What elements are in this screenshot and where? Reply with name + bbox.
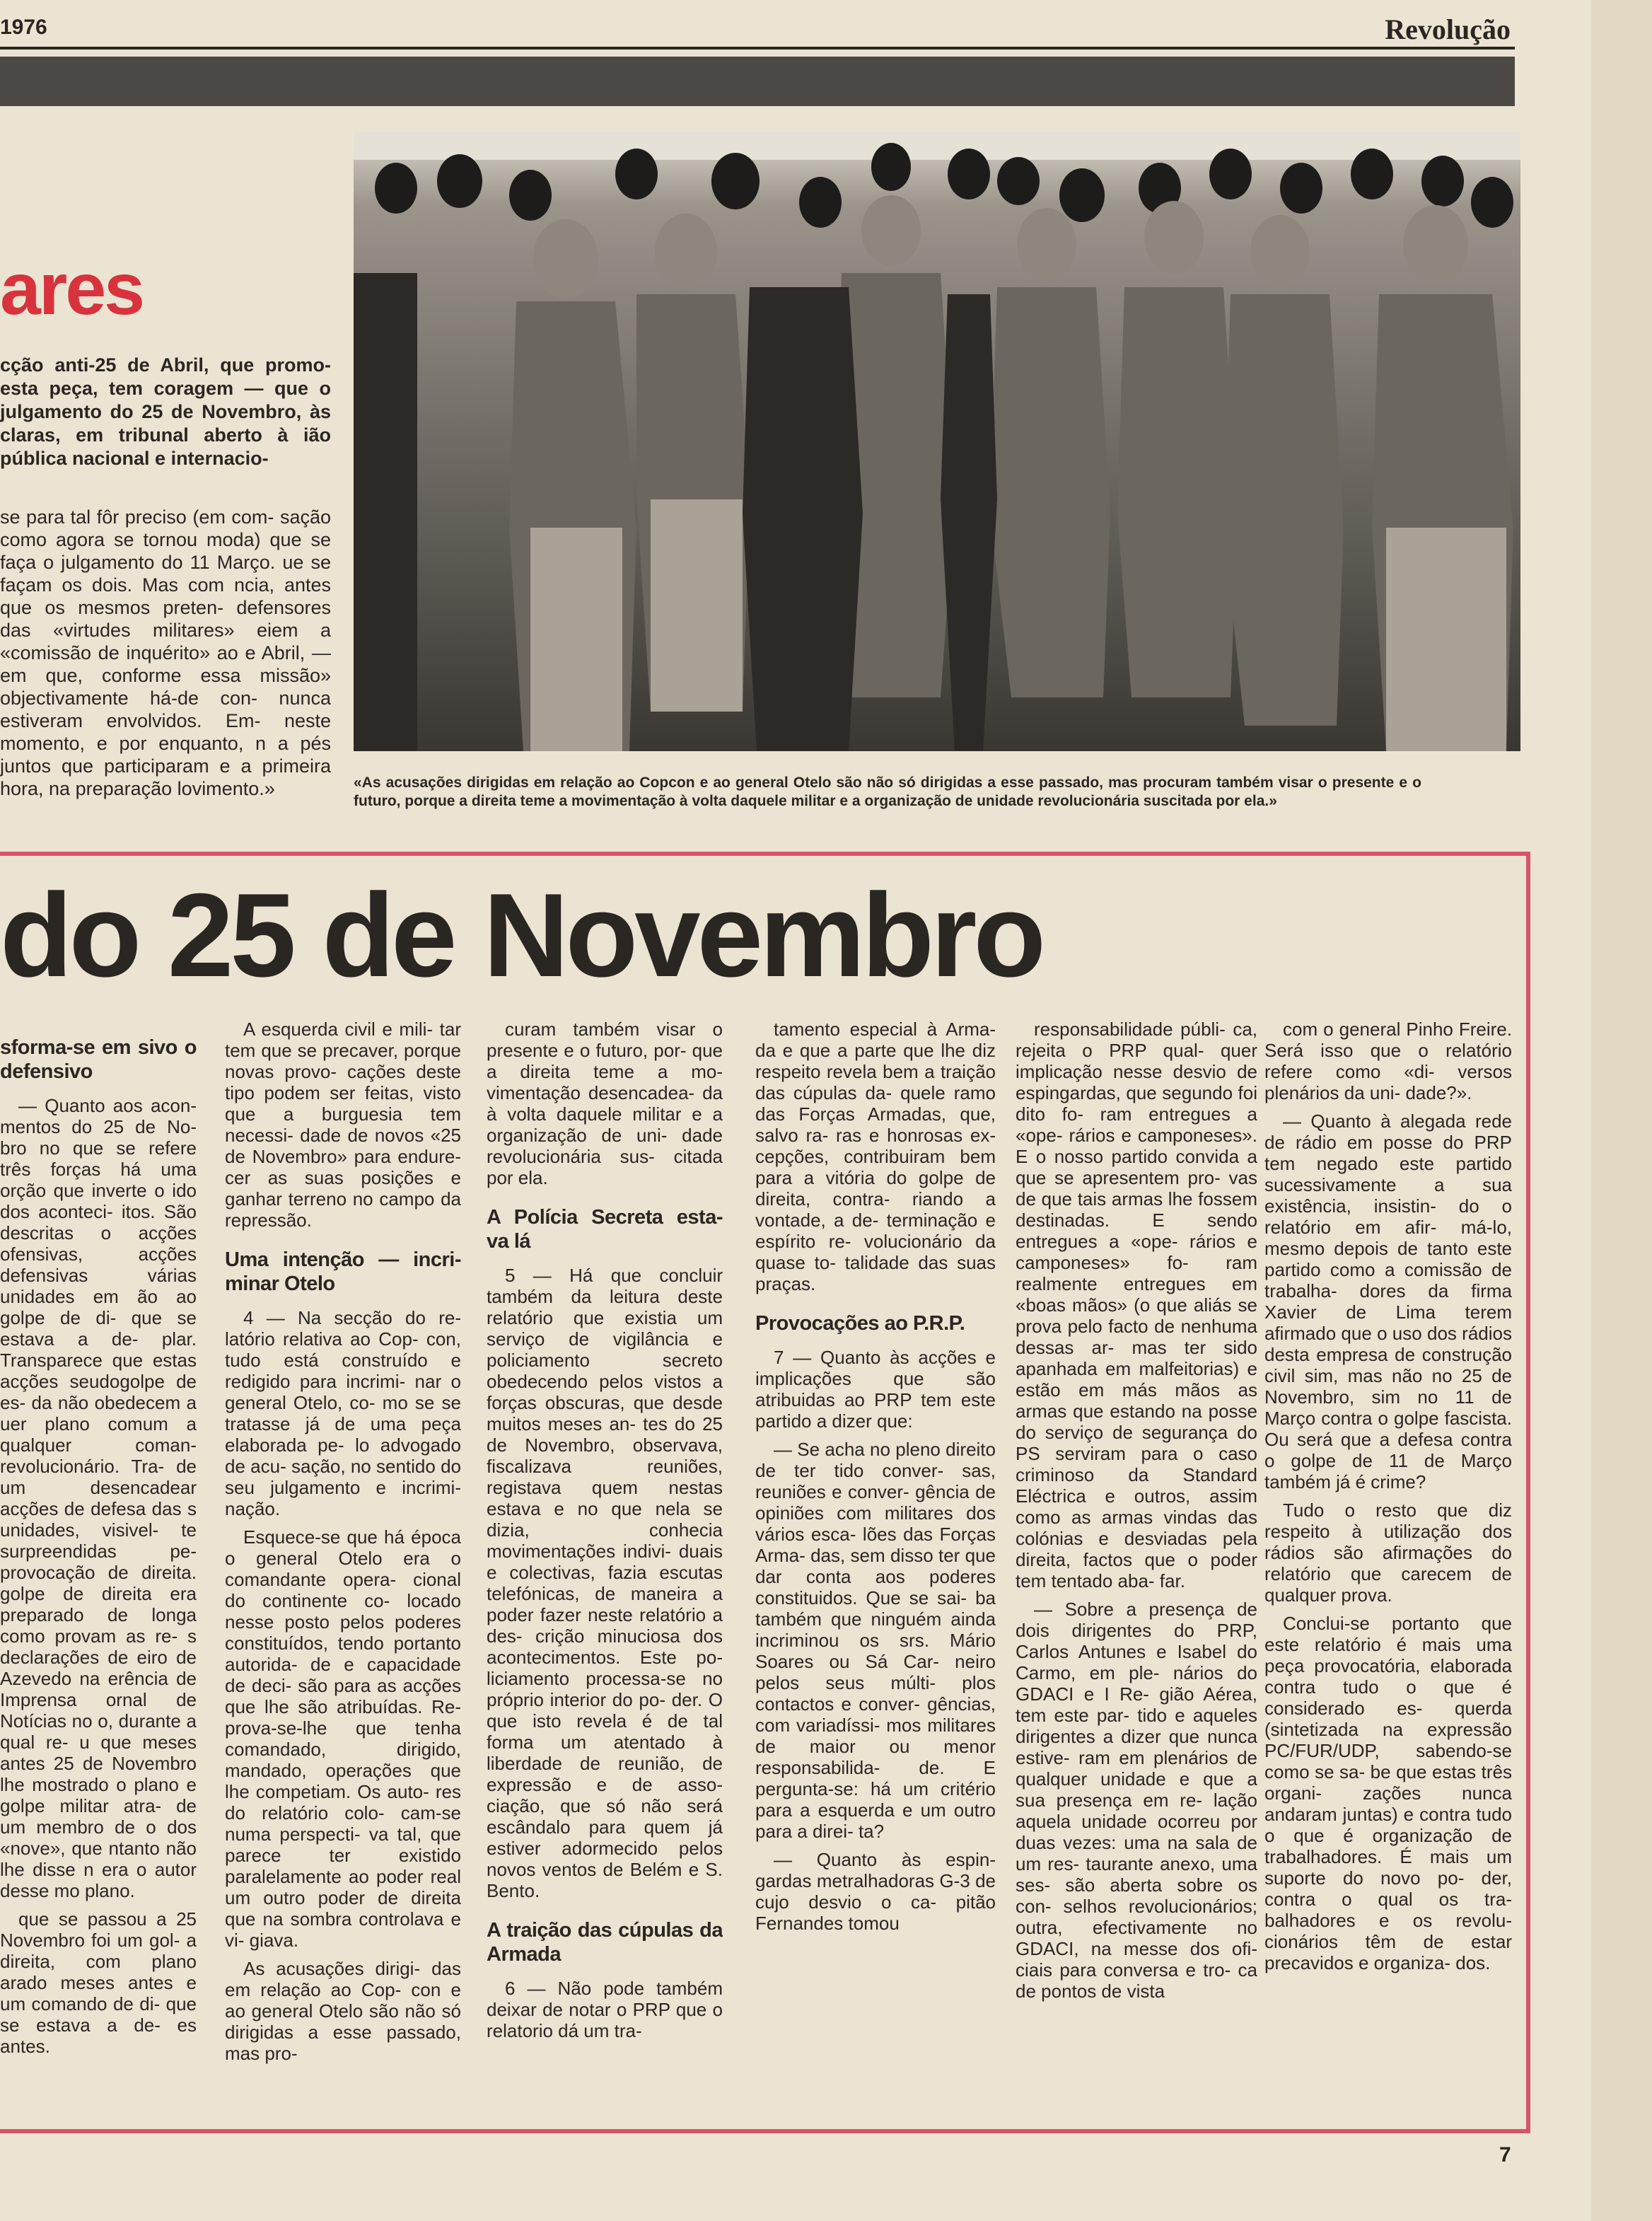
paragraph: Esquece-se que há época o general Otelo era o comandante opera- cional do continente co- locado nesse posto pelos poderes constituídos, tendo portanto autorida- de e capacidade de deci- são para as acções que lhe são atribuídas. Re- prova-se-lhe que tenha comandado, dirigido, mandado, operações que lhe competiam. Os auto- res do relatório colo- cam-se numa perspecti- va tal, que parece ter existido paralelamente ao poder real um outro poder de direita que na sombra controlava e vi- giava. (225, 1526, 461, 1951)
publication-name: Revolução (1385, 13, 1511, 45)
paragraph: — Quanto às espin- gardas metralhadoras G-3 de cujo desvio o ca- pitão Fernandes tomou (755, 1849, 996, 1934)
paragraph: Conclui-se portanto que este relatório é mais uma peça provocatória, elaborada contra tudo o que é considerado es- querda (sintetizada na expressão PC/FUR/UDP, sabendo-se como se sa- be que estas três organi- zações nunca andaram juntas) e contra tudo o que é organização de trabalhadores. É mais um suporte do novo po- der, contra o qual os tra- balhadores e os revolu- cionários têm de estar precavidos e organiza- dos. (1264, 1613, 1512, 1973)
subheading: Uma intenção — incri- minar Otelo (225, 1248, 461, 1295)
paragraph: — Se acha no pleno direito de ter tido conver- sas, reuniões e conver- gência de opiniões com militares dos vários esca- lões das Forças Arma- das, sem disso ter que dar conta aos poderes constituidos. Que se sai- ba também que ninguém ainda incriminou os srs. Mário Soares ou Sá Car- neiro pelos seus múlti- plos contactos e conver- gências, com variadíssi- mos militares de maior ou menor responsabilida- de. E pergunta-se: há um critério para a esquerda e um outro para a direi- ta? (755, 1439, 996, 1842)
paragraph: A esquerda civil e mili- tar tem que se precaver, porque novas provo- cações deste tipo podem ser feitas, visto que a burguesia tem necessi- dade de novos «25 de Novembro» para endure- cer as suas posições e ganhar terreno no campo da repressão. (225, 1019, 461, 1231)
article-column-6 (1264, 1019, 1512, 2122)
paragraph: 6 — Não pode também deixar de notar o PRP que o relatorio dá um tra- (487, 1978, 723, 2041)
article-column-5 (1016, 1019, 1257, 2122)
red-frame-bottom (0, 2129, 1530, 2133)
photo-caption: «As acusações dirigidas em relação ao Copcon e ao general Otelo são não só dirigidas a esse passado, mas procuram também visar o presente e o futuro, porque a direita teme a movimentação à volta daquele militar e a organização de unidade revolucionária suscitada por ela.» (354, 775, 1421, 809)
paragraph: As acusações dirigi- das em relação ao Cop- con e ao general Otelo são não só dirigidas a esse passado, mas pro- (225, 1958, 461, 2064)
paragraph: — Quanto aos acon- mentos do 25 de No- bro no que se refere três forças há uma orção que inverte o ido dos aconteci- itos. São descritas o acções ofensivas, acções defensivas várias unidades em ão ao golpe de di- que se estava a de- plar. Transparece que estas acções seudogolpe de es- da não obedecem a uer plano comum a qualquer coman- revolucionário. Tra- de um desencadear acções de defesa das s unidades, visivel- te surpreendidas pe- provocação de direita. golpe de direita era preparado de longa como provam as re- s declarações de eiro de Azevedo na erência de Imprensa ornal de Notícias no o, durante a qual re- u que meses antes 25 de Novembro lhe mostrado o plano e golpe militar atra- de um membro de o dos «nove», que ntanto não lhe disse n era o autor desse mo plano. (0, 1095, 197, 1901)
subheading: A traição das cúpulas da Armada (487, 1919, 723, 1966)
article-column-3 (487, 1019, 723, 2122)
page-number: 7 (1499, 2143, 1511, 2167)
red-frame-right (1526, 852, 1530, 2133)
dark-band (0, 57, 1515, 106)
paragraph: — Sobre a presença de dois dirigentes do PRP, Carlos Antunes e Isabel do Carmo, em ple- nários do GDACI e I Re- gião Aérea, tem este par- tido e aqueles dirigentes a dizer que nunca estive- ram em plenários de qualquer unidade e que a sua presença em re- lação aquela unidade ocorreu por duas vezes: uma na sala de um res- taurante anexo, uma ses- são aberta sobre os con- selhos revolucionários; outra, efectivamente no GDACI, na messe dos ofi- ciais para conversa e tro- ca de pontos de vista (1016, 1599, 1257, 2002)
paragraph: 4 — Na secção do re- latório relativa ao Cop- con, tudo está construído e redigido para incrimi- nar o general Otelo, co- mo se se tratasse já de uma peça elaborada pe- lo advogado de acu- sação, no sentido do seu julgamento e incrimi- nação. (225, 1307, 461, 1519)
paragraph: curam também visar o presente e o futuro, por- que a direita teme a mo- vimentação desencadea- da à volta daquele militar e a organização de uni- dade revolucionária sus- citada por ela. (487, 1019, 723, 1188)
red-frame-top (0, 852, 1530, 856)
article-column-1 (0, 1019, 197, 2122)
intro-body-text: se para tal fôr preciso (em com- sação como agora se tornou moda) que se faça o julgamento do 11 Março. ue se façam os dois. Mas com ncia, antes que os mesmos preten- defensores das «virtudes militares» eiem a «comissão de inquérito» ao e Abril, — em que, conforme essa missão» objectivamente há-de con- nunca estiveram envolvidos. Em- neste momento, e por enquanto, n a pés juntos que participaram e a primeira hora, na preparação lovimento.» (0, 506, 331, 799)
paragraph: — Quanto à alegada rede de rádio em posse do PRP tem negado este partido sucessivamente a sua existência, insistin- do o relatório em afir- má-lo, mesmo depois de tanto este partido como a comissão de trabalha- dores da firma Xavier de Lima terem afirmado que o uso dos rádios desta empresa de construção civil sim, mas não no 25 de Novembro, sim no 11 de Março contra o golpe fascista. Ou será que a defesa contra o golpe de 11 de Março também já é crime? (1264, 1110, 1512, 1492)
paragraph: que se passou a 25 Novembro foi um gol- a direita, com plano arado meses antes e um comando de di- que se estava a de- es antes. (0, 1908, 197, 2057)
top-headline-fragment: ares (0, 248, 143, 330)
intro-bold-text: cção anti-25 de Abril, que promo- esta peça, tem coragem — que o julgamento do 25 de Novembro, às claras, em tribunal aberto à ião pública nacional e internacio- (0, 354, 331, 469)
main-headline: do 25 de Novembro (0, 869, 1043, 1002)
paragraph: responsabilidade públi- ca, rejeita o PRP qual- quer implicação nesse desvio de espingardas, que segundo foi dito fo- ram entregues a «ope- rários e camponeses». E o nosso partido convida a que se apresentem pro- vas de que tais armas lhe fossem destinadas. E sendo entregues a «ope- rários e camponeses» fo- ram realmente entregues em «boas mãos» (o que aliás se prova pelo facto de nenhuma dessas ar- mas ter sido apanhada em malfeitorias) e estão em más mãos as armas que estando na posse do serviço de segurança do PS serviram para o caso criminoso da Standard Eléctrica e outros, assim como as armas vindas das colónias e desviadas pela direita, factos que o poder tem tentado aba- far. (1016, 1019, 1257, 1591)
crowd-photo (354, 132, 1520, 751)
article-column-2 (225, 1019, 461, 2122)
subheading: A Polícia Secreta esta- va lá (487, 1206, 723, 1253)
issue-date: 1976 (0, 16, 47, 39)
paragraph: Tudo o resto que diz respeito à utilização dos rádios são afirmações do relatório que carecem de qualquer prova. (1264, 1500, 1512, 1606)
subheading: sforma-se em sivo o defensivo (0, 1036, 197, 1083)
header-rule (0, 47, 1515, 50)
paragraph: com o general Pinho Freire. Será isso que o relatório refere como «di- versos plenários da uni- dade?». (1264, 1019, 1512, 1103)
paragraph: tamento especial à Arma- da e que a parte que lhe diz respeito revela bem a traição das cúpulas da- quele ramo das Forças Armadas, que, salvo ra- ras e honrosas ex- cepções, contribuiram bem para a vitória do golpe de direita, contra- riando a vontade, a de- terminação e espírito re- volucionário da quase to- talidade das suas praças. (755, 1019, 996, 1294)
paragraph: 5 — Há que concluir também da leitura deste relatório que existia um serviço de vigilância e policiamento secreto obedecendo pelos vistos a forças obscuras, que desde muitos meses an- tes do 25 de Novembro, observava, fiscalizava reuniões, registava quem nestas estava e no que nela se dizia, conhecia movimentações indivi- duais e colectivas, fazia escutas telefónicas, de maneira a poder fazer neste relatório a des- crição minuciosa dos acontecimentos. Este po- liciamento processa-se no próprio interior do po- der. O que isto revela é de tal forma um atentado à liberdade de reunião, de expressão e de asso- ciação, que só não será escândalo para quem já estiver adormecido pelos novos ventos de Belém e S. Bento. (487, 1265, 723, 1901)
page-margin (1591, 0, 1652, 2221)
subheading: Provocações ao P.R.P. (755, 1312, 965, 1335)
article-column-4 (755, 1019, 996, 2122)
paragraph: 7 — Quanto às acções e implicações que são atribuidas ao PRP tem este partido a dizer que: (755, 1347, 996, 1432)
